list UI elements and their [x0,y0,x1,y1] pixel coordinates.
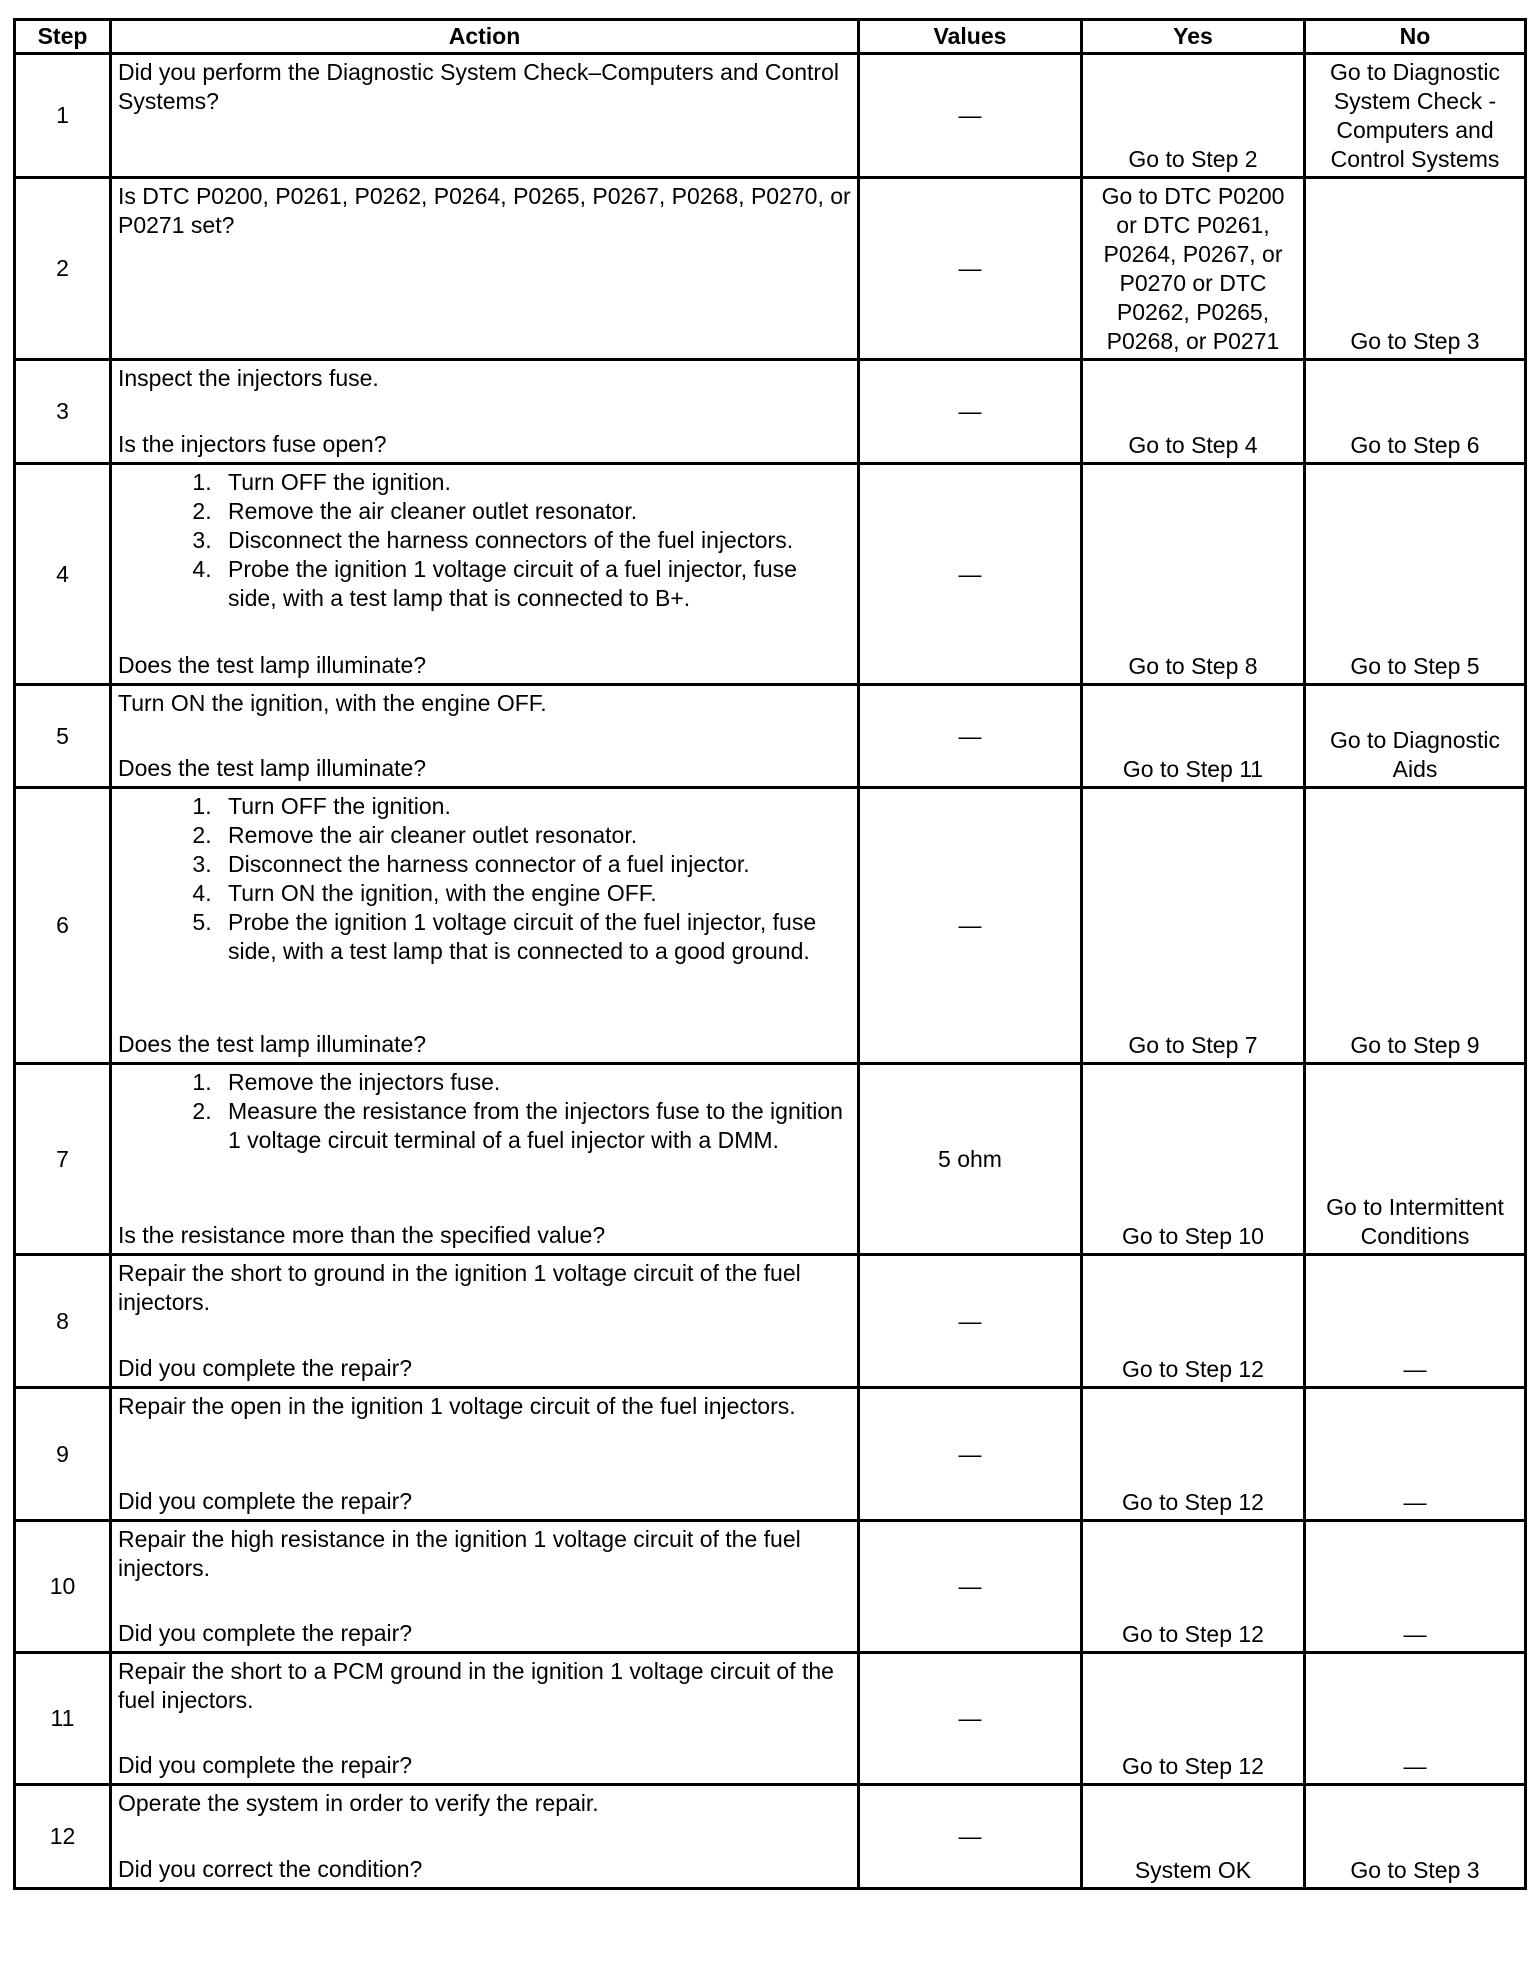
action-instructions [118,1068,851,1155]
action-cell [111,360,859,464]
action-content [118,689,851,783]
action-step: 4. Probe the ignition 1 voltage circuit of a fuel injector, fuse side, with a test lamp that is connected to B+. [218,555,851,613]
values-cell: — [859,1521,1082,1653]
action-instructions [118,1525,851,1583]
header-action: Action [111,20,859,54]
step-number: 5 [15,685,111,788]
action-intro: Repair the short to a PCM ground in the ignition 1 voltage circuit of the fuel injectors. [118,1658,834,1713]
yes-cell[interactable]: Go to Step 10 [1082,1064,1305,1255]
action-question: Did you complete the repair? [118,1355,413,1381]
action-question: Did you complete the repair? [118,1488,413,1514]
no-cell[interactable]: Go to Step 5 [1305,464,1526,685]
step-number: 12 [15,1785,111,1889]
table-row [15,685,1526,788]
yes-cell[interactable]: System OK [1082,1785,1305,1889]
action-instructions [118,792,851,966]
action-cell [111,1064,859,1255]
step-number: 10 [15,1521,111,1653]
action-intro: Operate the system in order to verify the repair. [118,1790,599,1816]
table-row [15,1785,1526,1889]
action-intro: Is DTC P0200, P0261, P0262, P0264, P0265, P0267, P0268, P0270, or P0271 set? [118,183,851,238]
action-question: Is the injectors fuse open? [118,431,387,457]
step-number: 7 [15,1064,111,1255]
header-no: No [1305,20,1526,54]
action-content [118,1657,851,1780]
yes-cell[interactable]: Go to Step 8 [1082,464,1305,685]
step-number: 3 [15,360,111,464]
action-intro: Repair the open in the ignition 1 voltage circuit of the fuel injectors. [118,1393,796,1419]
action-step: 3. Disconnect the harness connector of a fuel injector. [218,850,851,879]
table-row [15,788,1526,1064]
diagnostic-table [13,18,1527,1890]
no-cell[interactable]: Go to Step 3 [1305,1785,1526,1889]
no-cell: — [1305,1653,1526,1785]
no-cell: — [1305,1521,1526,1653]
step-number: 9 [15,1388,111,1521]
yes-cell[interactable]: Go to Step 2 [1082,54,1305,178]
table-row [15,178,1526,360]
no-cell: — [1305,1255,1526,1388]
action-content [118,182,851,355]
table-row [15,1255,1526,1388]
action-cell [111,788,859,1064]
action-question: Does the test lamp illuminate? [118,755,427,781]
action-instructions [118,1392,851,1421]
table-row [15,360,1526,464]
action-content [118,1068,851,1250]
no-cell[interactable]: Go to Intermittent Conditions [1305,1064,1526,1255]
no-cell[interactable]: Go to Diagnostic System Check - Computers and Control Systems [1305,54,1526,178]
no-cell[interactable]: Go to Diagnostic Aids [1305,685,1526,788]
action-cell [111,1388,859,1521]
action-content [118,1392,851,1516]
action-cell [111,178,859,360]
action-question: Did you correct the condition? [118,1856,423,1882]
header-values: Values [859,20,1082,54]
action-instructions [118,182,851,240]
values-cell: — [859,360,1082,464]
header-yes: Yes [1082,20,1305,54]
action-content [118,792,851,1059]
step-number: 6 [15,788,111,1064]
action-content [118,1789,851,1884]
action-step: 2. Measure the resistance from the injectors fuse to the ignition 1 voltage circuit terminal of a fuel injector with a DMM. [218,1097,851,1155]
values-cell: — [859,1653,1082,1785]
action-cell [111,1653,859,1785]
values-cell: — [859,178,1082,360]
no-cell: — [1305,1388,1526,1521]
step-number: 1 [15,54,111,178]
action-cell [111,1785,859,1889]
step-number: 2 [15,178,111,360]
step-number: 11 [15,1653,111,1785]
action-step: 4. Turn ON the ignition, with the engine OFF. [218,879,851,908]
table-row [15,54,1526,178]
values-cell: — [859,464,1082,685]
yes-cell[interactable]: Go to Step 11 [1082,685,1305,788]
action-instructions [118,58,851,116]
action-intro: Did you perform the Diagnostic System Check–Computers and Control Systems? [118,59,839,114]
action-cell [111,54,859,178]
step-number: 4 [15,464,111,685]
header-row [15,20,1526,54]
action-step: 1. Turn OFF the ignition. [218,792,851,821]
action-intro: Inspect the injectors fuse. [118,365,379,391]
action-step: 3. Disconnect the harness connectors of the fuel injectors. [218,526,851,555]
action-cell [111,1521,859,1653]
yes-cell[interactable]: Go to Step 7 [1082,788,1305,1064]
values-cell: — [859,1388,1082,1521]
yes-cell[interactable]: Go to Step 12 [1082,1653,1305,1785]
no-cell[interactable]: Go to Step 3 [1305,178,1526,360]
action-question: Did you complete the repair? [118,1620,413,1646]
no-cell[interactable]: Go to Step 9 [1305,788,1526,1064]
values-cell: — [859,685,1082,788]
action-steps-list [118,468,851,613]
action-step: 2. Remove the air cleaner outlet resonator. [218,497,851,526]
table-row [15,1064,1526,1255]
values-cell: — [859,1785,1082,1889]
table-row [15,464,1526,685]
action-intro: Repair the short to ground in the ignition 1 voltage circuit of the fuel injectors. [118,1260,801,1315]
action-content [118,1525,851,1648]
action-content [118,364,851,459]
action-step: 1. Turn OFF the ignition. [218,468,851,497]
action-cell [111,1255,859,1388]
table-row [15,1653,1526,1785]
action-step: 2. Remove the air cleaner outlet resonator. [218,821,851,850]
action-steps-list [118,792,851,966]
no-cell[interactable]: Go to Step 6 [1305,360,1526,464]
action-instructions [118,1657,851,1715]
action-instructions [118,364,851,393]
yes-cell[interactable]: Go to Step 12 [1082,1521,1305,1653]
yes-cell[interactable]: Go to Step 12 [1082,1255,1305,1388]
action-instructions [118,1259,851,1317]
action-content [118,468,851,680]
values-cell: — [859,54,1082,178]
action-instructions [118,689,851,718]
action-steps-list [118,1068,851,1155]
yes-cell[interactable]: Go to DTC P0200 or DTC P0261, P0264, P0267, or P0270 or DTC P0262, P0265, P0268, or P0271 [1082,178,1305,360]
action-instructions [118,1789,851,1818]
action-cell [111,685,859,788]
action-question: Is the resistance more than the specified value? [118,1222,606,1248]
action-question: Did you complete the repair? [118,1752,413,1778]
yes-cell[interactable]: Go to Step 4 [1082,360,1305,464]
action-cell [111,464,859,685]
table-row [15,1388,1526,1521]
action-step: 5. Probe the ignition 1 voltage circuit of the fuel injector, fuse side, with a test lamp that is connected to a good ground. [218,908,851,966]
header-step: Step [15,20,111,54]
action-question: Does the test lamp illuminate? [118,652,427,678]
action-step: 1. Remove the injectors fuse. [218,1068,851,1097]
step-number: 8 [15,1255,111,1388]
values-cell: — [859,788,1082,1064]
values-cell: — [859,1255,1082,1388]
action-content [118,58,851,173]
yes-cell[interactable]: Go to Step 12 [1082,1388,1305,1521]
action-intro: Repair the high resistance in the ignition 1 voltage circuit of the fuel injectors. [118,1526,801,1581]
action-intro: Turn ON the ignition, with the engine OFF. [118,690,547,716]
values-cell: 5 ohm [859,1064,1082,1255]
action-instructions [118,468,851,613]
action-content [118,1259,851,1383]
action-question: Does the test lamp illuminate? [118,1031,427,1057]
table-row [15,1521,1526,1653]
